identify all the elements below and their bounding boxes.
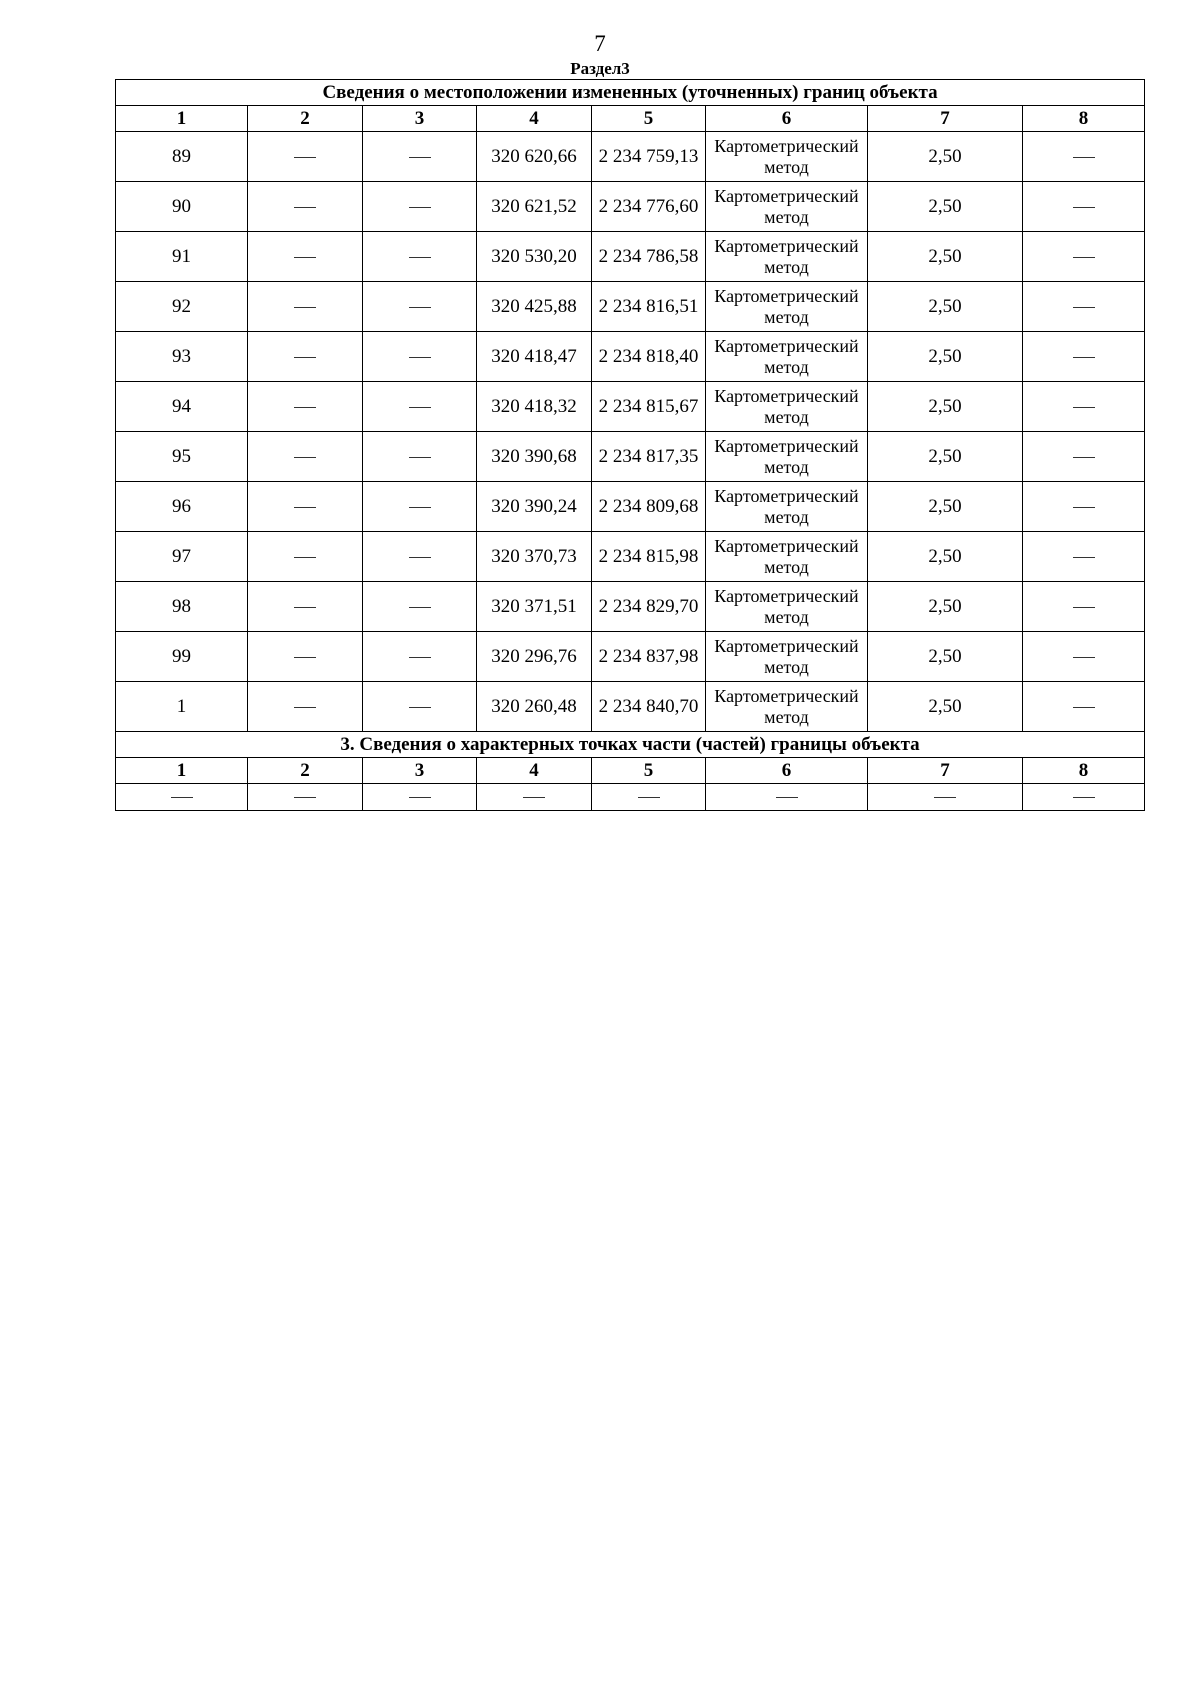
column-header: 1 bbox=[116, 106, 248, 132]
table-cell: 95 bbox=[116, 432, 248, 482]
table-cell bbox=[248, 332, 363, 382]
method-cell: Картометрический метод bbox=[706, 282, 868, 332]
column-header: 5 bbox=[592, 106, 706, 132]
table-row bbox=[116, 432, 1145, 482]
table-row bbox=[116, 332, 1145, 382]
table-cell bbox=[248, 132, 363, 182]
table-cell: 2 234 786,58 bbox=[592, 232, 706, 282]
table-cell bbox=[248, 784, 363, 811]
table-cell: 320 390,68 bbox=[477, 432, 592, 482]
table-cell: 99 bbox=[116, 632, 248, 682]
dash-mark bbox=[409, 407, 431, 408]
table-cell bbox=[363, 582, 477, 632]
table-cell: 96 bbox=[116, 482, 248, 532]
dash-mark bbox=[294, 357, 316, 358]
dash-mark bbox=[1073, 507, 1095, 508]
table-body bbox=[116, 80, 1145, 811]
table-cell bbox=[1023, 132, 1145, 182]
dash-mark bbox=[171, 797, 193, 798]
table-cell: 320 621,52 bbox=[477, 182, 592, 232]
table-title-row bbox=[116, 80, 1145, 106]
table-cell: 320 530,20 bbox=[477, 232, 592, 282]
dash-mark bbox=[294, 157, 316, 158]
dash-mark bbox=[1073, 257, 1095, 258]
table-cell: 2 234 809,68 bbox=[592, 482, 706, 532]
table-cell bbox=[248, 482, 363, 532]
dash-mark bbox=[294, 657, 316, 658]
dash-mark bbox=[1073, 357, 1095, 358]
table-row bbox=[116, 282, 1145, 332]
table-cell bbox=[116, 784, 248, 811]
table-cell: 2 234 815,98 bbox=[592, 532, 706, 582]
column-header: 2 bbox=[248, 758, 363, 784]
boundary-table bbox=[115, 79, 1145, 811]
table-cell bbox=[363, 632, 477, 682]
table-cell: 320 418,47 bbox=[477, 332, 592, 382]
dash-mark bbox=[409, 207, 431, 208]
table-cell: 2 234 816,51 bbox=[592, 282, 706, 332]
dash-mark bbox=[294, 707, 316, 708]
dash-mark bbox=[1073, 707, 1095, 708]
table-cell bbox=[1023, 632, 1145, 682]
table-cell: 2 234 818,40 bbox=[592, 332, 706, 382]
table-title: 3. Сведения о характерных точках части (частей) границы объекта bbox=[116, 732, 1145, 758]
column-header: 8 bbox=[1023, 758, 1145, 784]
table-cell bbox=[248, 182, 363, 232]
table-cell bbox=[248, 382, 363, 432]
table-cell: 2,50 bbox=[868, 132, 1023, 182]
dash-mark bbox=[1073, 557, 1095, 558]
column-header: 2 bbox=[248, 106, 363, 132]
table-row bbox=[116, 132, 1145, 182]
table-row bbox=[116, 382, 1145, 432]
table-cell: 320 425,88 bbox=[477, 282, 592, 332]
table-cell: 2 234 840,70 bbox=[592, 682, 706, 732]
method-cell: Картометрический метод bbox=[706, 432, 868, 482]
table-cell bbox=[1023, 232, 1145, 282]
table-row bbox=[116, 482, 1145, 532]
dash-mark bbox=[409, 507, 431, 508]
method-cell: Картометрический метод bbox=[706, 332, 868, 382]
table-cell bbox=[1023, 784, 1145, 811]
dash-mark bbox=[409, 607, 431, 608]
table-row bbox=[116, 632, 1145, 682]
table-cell: 97 bbox=[116, 532, 248, 582]
table-cell: 2,50 bbox=[868, 332, 1023, 382]
column-header: 1 bbox=[116, 758, 248, 784]
table-cell: 2,50 bbox=[868, 282, 1023, 332]
dash-mark bbox=[409, 457, 431, 458]
dash-mark bbox=[294, 307, 316, 308]
table-cell: 2,50 bbox=[868, 232, 1023, 282]
dash-mark bbox=[409, 257, 431, 258]
dash-mark bbox=[1073, 157, 1095, 158]
table-cell bbox=[363, 182, 477, 232]
dash-mark bbox=[294, 207, 316, 208]
dash-mark bbox=[294, 797, 316, 798]
table-cell: 2 234 829,70 bbox=[592, 582, 706, 632]
table-cell: 2,50 bbox=[868, 682, 1023, 732]
column-header: 7 bbox=[868, 106, 1023, 132]
table-cell: 320 620,66 bbox=[477, 132, 592, 182]
table-cell bbox=[1023, 182, 1145, 232]
dash-mark bbox=[409, 307, 431, 308]
table-cell bbox=[248, 282, 363, 332]
section-label: Раздел3 bbox=[570, 59, 630, 78]
dash-mark bbox=[1073, 207, 1095, 208]
table-cell: 320 260,48 bbox=[477, 682, 592, 732]
table-cell bbox=[1023, 482, 1145, 532]
method-cell: Картометрический метод bbox=[706, 232, 868, 282]
table-cell bbox=[1023, 332, 1145, 382]
table-cell: 320 390,24 bbox=[477, 482, 592, 532]
column-header: 8 bbox=[1023, 106, 1145, 132]
table-cell bbox=[363, 482, 477, 532]
table-cell bbox=[363, 382, 477, 432]
table-row bbox=[116, 682, 1145, 732]
table-cell: 91 bbox=[116, 232, 248, 282]
dash-mark bbox=[294, 457, 316, 458]
dash-mark bbox=[1073, 657, 1095, 658]
table-cell bbox=[363, 332, 477, 382]
column-header: 3 bbox=[363, 106, 477, 132]
column-header: 7 bbox=[868, 758, 1023, 784]
column-header: 6 bbox=[706, 106, 868, 132]
dash-mark bbox=[1073, 797, 1095, 798]
table-cell bbox=[248, 432, 363, 482]
column-header: 4 bbox=[477, 106, 592, 132]
dash-mark bbox=[1073, 407, 1095, 408]
dash-mark bbox=[934, 797, 956, 798]
table-cell bbox=[1023, 532, 1145, 582]
table-cell bbox=[868, 784, 1023, 811]
table-cell bbox=[363, 282, 477, 332]
table-cell bbox=[1023, 282, 1145, 332]
method-cell: Картометрический метод bbox=[706, 482, 868, 532]
dash-mark bbox=[776, 797, 798, 798]
table-cell: 2 234 817,35 bbox=[592, 432, 706, 482]
dash-mark bbox=[409, 557, 431, 558]
table-title-row bbox=[116, 732, 1145, 758]
table-cell: 2,50 bbox=[868, 482, 1023, 532]
dash-mark bbox=[409, 797, 431, 798]
method-cell: Картометрический метод bbox=[706, 382, 868, 432]
table-cell bbox=[592, 784, 706, 811]
table-cell bbox=[1023, 682, 1145, 732]
table-cell bbox=[363, 132, 477, 182]
table-cell bbox=[477, 784, 592, 811]
table-cell: 2 234 759,13 bbox=[592, 132, 706, 182]
table-cell: 2 234 837,98 bbox=[592, 632, 706, 682]
method-cell: Картометрический метод bbox=[706, 632, 868, 682]
dash-mark bbox=[294, 557, 316, 558]
method-cell: Картометрический метод bbox=[706, 132, 868, 182]
table-title: Сведения о местоположении измененных (уточненных) границ объекта bbox=[116, 80, 1145, 106]
table-cell bbox=[363, 432, 477, 482]
table-cell bbox=[1023, 432, 1145, 482]
table-cell bbox=[363, 784, 477, 811]
table-cell bbox=[363, 532, 477, 582]
table-cell: 320 418,32 bbox=[477, 382, 592, 432]
table-cell bbox=[1023, 582, 1145, 632]
table-cell: 2 234 815,67 bbox=[592, 382, 706, 432]
dash-mark bbox=[638, 797, 660, 798]
table-cell: 2,50 bbox=[868, 632, 1023, 682]
table-cell: 2,50 bbox=[868, 532, 1023, 582]
dash-mark bbox=[294, 257, 316, 258]
table-cell: 2,50 bbox=[868, 582, 1023, 632]
table-cell: 320 370,73 bbox=[477, 532, 592, 582]
method-cell: Картометрический метод bbox=[706, 532, 868, 582]
method-cell: Картометрический метод bbox=[706, 582, 868, 632]
dash-mark bbox=[409, 657, 431, 658]
page-number: 7 bbox=[594, 31, 606, 56]
method-cell: Картометрический метод bbox=[706, 682, 868, 732]
table-row bbox=[116, 232, 1145, 282]
table-cell: 92 bbox=[116, 282, 248, 332]
method-cell: Картометрический метод bbox=[706, 182, 868, 232]
dash-mark bbox=[409, 707, 431, 708]
table-cell: 320 371,51 bbox=[477, 582, 592, 632]
table-row bbox=[116, 532, 1145, 582]
table-row bbox=[116, 582, 1145, 632]
table-cell: 94 bbox=[116, 382, 248, 432]
table-cell bbox=[248, 632, 363, 682]
table-cell: 2,50 bbox=[868, 382, 1023, 432]
table-cell bbox=[248, 232, 363, 282]
table-cell: 98 bbox=[116, 582, 248, 632]
table-cell: 93 bbox=[116, 332, 248, 382]
table-row bbox=[116, 784, 1145, 811]
dash-mark bbox=[523, 797, 545, 798]
table-cell bbox=[248, 582, 363, 632]
column-header-row bbox=[116, 106, 1145, 132]
table-cell bbox=[706, 784, 868, 811]
dash-mark bbox=[294, 507, 316, 508]
table-cell: 89 bbox=[116, 132, 248, 182]
table-cell bbox=[363, 682, 477, 732]
dash-mark bbox=[1073, 607, 1095, 608]
table-cell bbox=[363, 232, 477, 282]
dash-mark bbox=[1073, 457, 1095, 458]
dash-mark bbox=[294, 407, 316, 408]
column-header-row bbox=[116, 758, 1145, 784]
table-cell: 90 bbox=[116, 182, 248, 232]
column-header: 5 bbox=[592, 758, 706, 784]
table-cell: 2,50 bbox=[868, 432, 1023, 482]
dash-mark bbox=[409, 357, 431, 358]
table-cell: 2 234 776,60 bbox=[592, 182, 706, 232]
dash-mark bbox=[294, 607, 316, 608]
column-header: 6 bbox=[706, 758, 868, 784]
table-row bbox=[116, 182, 1145, 232]
table-cell: 320 296,76 bbox=[477, 632, 592, 682]
table-cell bbox=[248, 682, 363, 732]
column-header: 4 bbox=[477, 758, 592, 784]
table-cell: 1 bbox=[116, 682, 248, 732]
column-header: 3 bbox=[363, 758, 477, 784]
dash-mark bbox=[1073, 307, 1095, 308]
table-cell bbox=[248, 532, 363, 582]
table-cell bbox=[1023, 382, 1145, 432]
dash-mark bbox=[409, 157, 431, 158]
table-cell: 2,50 bbox=[868, 182, 1023, 232]
